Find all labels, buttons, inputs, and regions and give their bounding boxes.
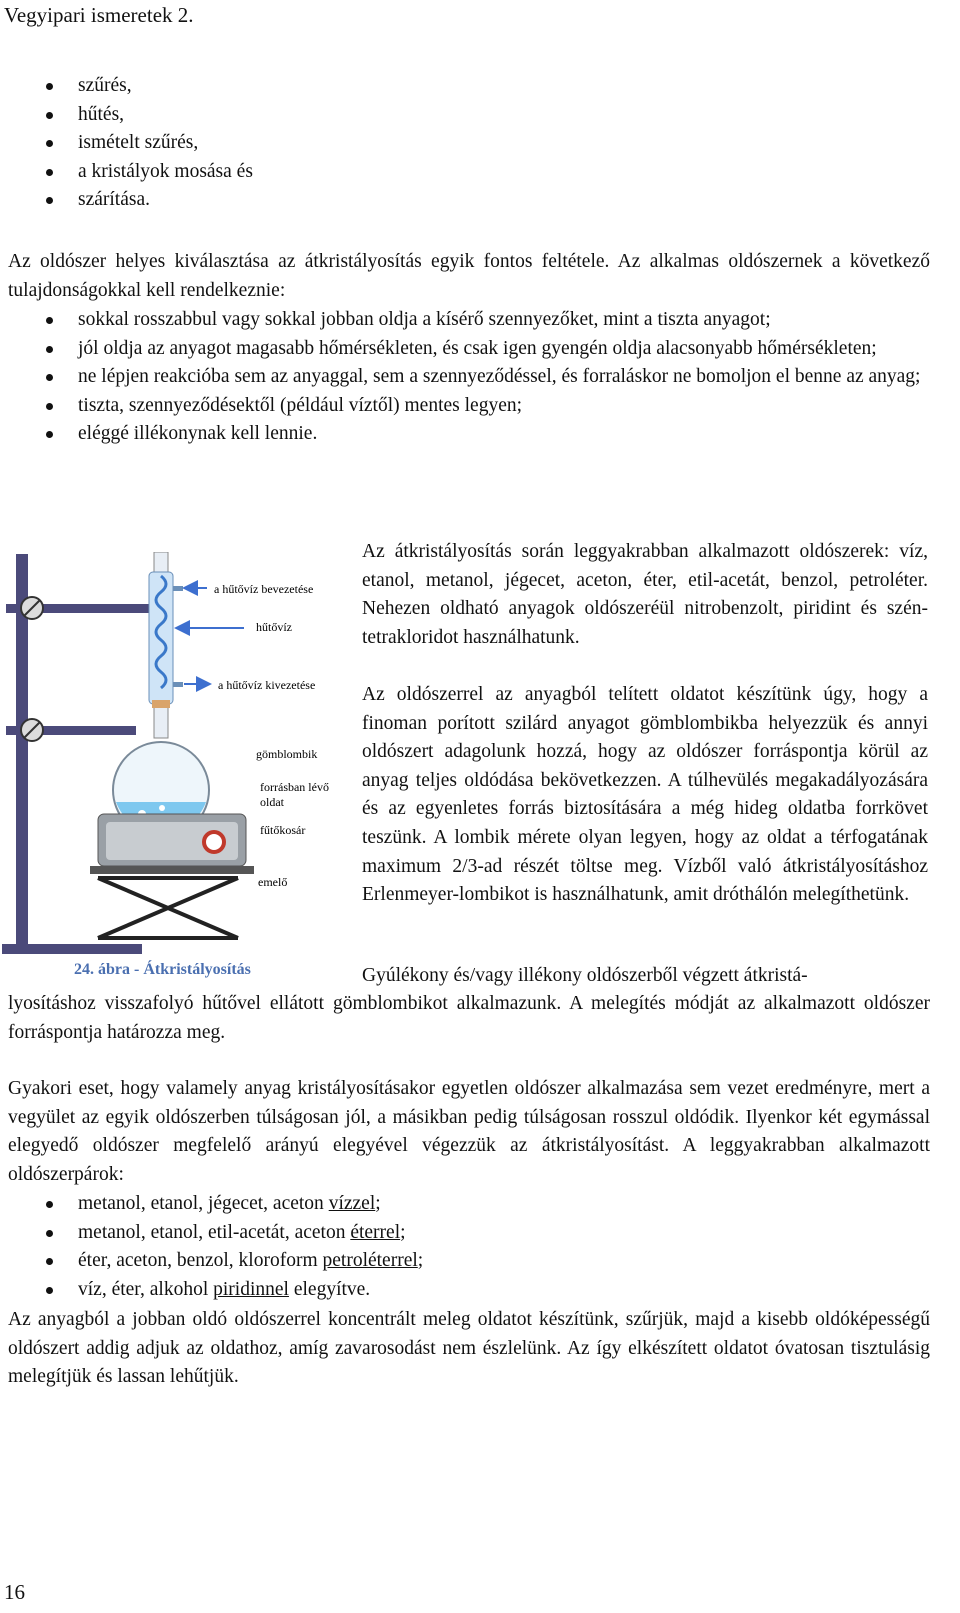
list-item: metanol, etanol, jégecet, aceton vízzel; <box>8 1190 930 1219</box>
label-heater: fűtőkosár <box>260 823 306 837</box>
solvent-properties-list <box>8 306 930 449</box>
label-coolant: hűtővíz <box>256 620 292 634</box>
running-header: Vegyipari ismeretek 2. <box>4 3 194 27</box>
list-item: víz, éter, alkohol piridinnel elegyítve. <box>8 1276 930 1305</box>
list-item: jól oldja az anyagot magasabb hőmérsékleten, és csak igen gyengén oldja alacsonyabb hőmérsékleten; <box>8 335 930 364</box>
condenser-top <box>154 552 168 572</box>
list-item: tiszta, szennyeződésektől (például víztől) mentes legyen; <box>8 392 930 421</box>
mixed-solvent-procedure: Az anyagból a jobban oldó oldószerrel koncentrált meleg oldatot készítünk, szűrjük, majd a kisebb oldóképességű oldószert addig adjuk az oldathoz, amíg zavarosodást nem észlelünk. Az így elkészített oldatot óvatosan tisztulásig melegítjük és lassan lehűtjük. <box>8 1309 930 1388</box>
list-item: a kristályok mosása és <box>8 158 930 187</box>
list-item: eléggé illékonynak kell lennie. <box>8 420 930 449</box>
list-item: ne lépjen reakcióba sem az anyaggal, sem a szennyeződéssel, és forraláskor ne bomoljon el benne az anyag; <box>8 363 930 392</box>
mantle-dial-icon <box>204 832 224 852</box>
apparatus-illustration <box>2 552 352 962</box>
list-item: sokkal rosszabbul vagy sokkal jobban oldja a kísérő szennyezőket, mint a tiszta anyagot; <box>8 306 930 335</box>
label-solution-line1: forrásban lévő <box>260 780 329 794</box>
label-coolant-outlet: a hűtővíz kivezetése <box>218 678 316 692</box>
figure-caption: 24. ábra - Átkristályosítás <box>74 961 251 978</box>
list-item: szűrés, <box>8 72 930 101</box>
label-coolant-inlet: a hűtővíz bevezetése <box>214 582 314 596</box>
solvent-pairs-list <box>8 1190 930 1304</box>
common-solvents-paragraph: Az átkristályosítás során leggyakrabban alkalmazott oldószerek: víz, etanol, metanol, jégecet, aceton, éter, etil-acetát, benzol, petroléter. Nehezen oldható anyagok oldószeréül nitrobenzolt, piridint és szén-tetrakloridot használhatunk. <box>362 541 928 648</box>
label-flask: gömblombik <box>256 747 318 761</box>
list-item: szárítása. <box>8 186 930 215</box>
label-solution-line2: oldat <box>260 795 284 809</box>
solvent-requirements-intro: Az oldószer helyes kiválasztása az átkristályosítás egyik fontos feltétele. Az alkalmas oldószernek a következő tulajdonságokkal kell rendelkeznie: <box>8 251 930 301</box>
list-item: hűtés, <box>8 101 930 130</box>
flammable-solvent-paragraph-end: lyosításhoz visszafolyó hűtővel ellátott gömblombikot alkalmazunk. A melegítés módját az alkalmazott oldószer forráspontja határozza meg. <box>8 993 930 1043</box>
solvent-pairs-intro: Gyakori eset, hogy valamely anyag kristályosításakor egyetlen oldószer alkalmazása sem vezet eredményre, mert a vegyület az egyik oldószerben túlságosan jól, a másikban pedig túlságosan rosszul oldódik. Ilyenkor két egymással elegyedő oldószer megfelelő arányú elegyével végezzük az átkristályosítást. A leggyakrabban alkalmazott oldószerpárok: <box>8 1078 930 1185</box>
recrystallization-figure <box>2 552 352 992</box>
list-item: metanol, etanol, etil-acetát, aceton éterrel; <box>8 1219 930 1248</box>
stand-base <box>2 944 142 954</box>
lab-jack <box>98 878 238 938</box>
label-lab-jack: emelő <box>258 875 288 889</box>
flammable-solvent-paragraph-start: Gyúlékony és/vagy illékony oldószerből végzett átkristá- <box>362 965 808 986</box>
list-item: éter, aceton, benzol, kloroform petroléterrel; <box>8 1247 930 1276</box>
process-steps-list <box>8 72 930 215</box>
saturated-solution-paragraph: Az oldószerrel az anyagból telített oldatot készítünk úgy, hogy a finoman porított szilárd anyagot gömblombikba helyezzük és annyi oldószert adagolunk hozzá, hogy az oldószer forráspontja körül az anyag teljes oldódása bekövetkezzen. A túlhevülés megakadályozására és az egyenletes forrás biztosítására a még hideg oldatba forrkövet teszünk. A lombik mérete olyan legyen, hogy az oldat a térfogatának maximum 2/3-ad részét töltse meg. Vízből való átkristályosításhoz Erlenmeyer-lombikot is használhatunk, amit dróthálón melegíthetünk. <box>362 684 928 906</box>
list-item: ismételt szűrés, <box>8 129 930 158</box>
page-number: 16 <box>4 1580 25 1604</box>
